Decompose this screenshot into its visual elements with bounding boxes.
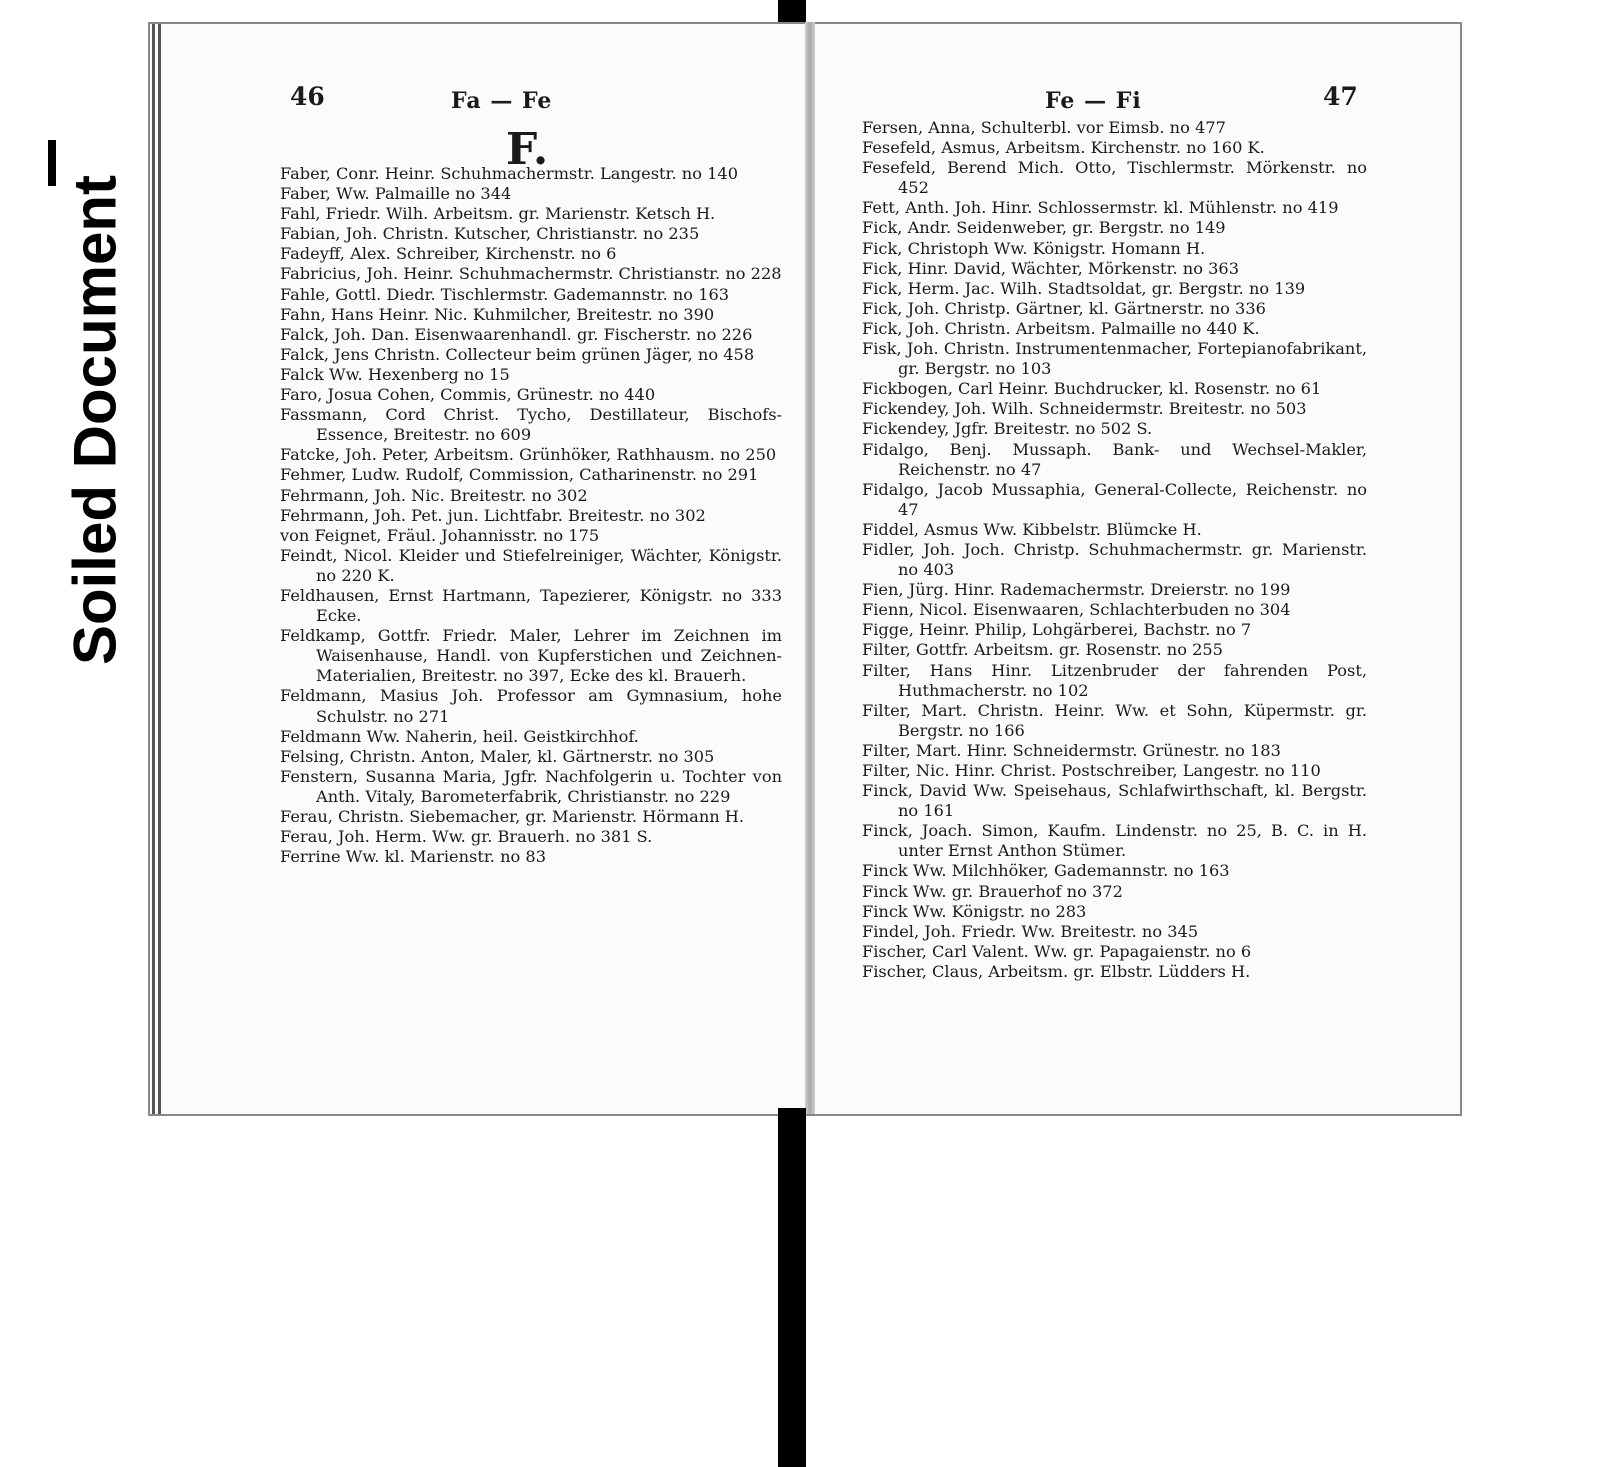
directory-entry: Feldmann Ww. Naherin, heil. Geistkirchhof.	[280, 726, 639, 746]
section-letter: F.	[506, 124, 549, 175]
directory-entry: Finck, David Ww. Speisehaus, Schlafwirthschaft, kl. Bergstr. no 161	[862, 781, 1367, 821]
directory-entry: Falck, Jens Christn. Collecteur beim grünen Jäger, no 458	[280, 344, 755, 364]
right-page	[817, 24, 1457, 1112]
directory-entry: Ferrine Ww. kl. Marienstr. no 83	[280, 847, 546, 867]
directory-entry: Filter, Mart. Hinr. Schneidermstr. Grünestr. no 183	[862, 740, 1281, 760]
directory-entry: Ferau, Christn. Siebemacher, gr. Marienstr. Hörmann H.	[280, 807, 745, 826]
directory-entry: Fischer, Carl Valent. Ww. gr. Papagaienstr. no 6	[862, 941, 1252, 961]
directory-entry: Fickbogen, Carl Heinr. Buchdrucker, kl. Rosenstr. no 61	[862, 379, 1322, 399]
directory-entry: Fidler, Joh. Joch. Christp. Schuhmachermstr. gr. Marienstr. no 403	[862, 539, 1367, 580]
directory-entry: Feindt, Nicol. Kleider und Stiefelreiniger, Wächter, Königstr. no 220 K.	[280, 545, 782, 585]
stamp-mark	[48, 140, 56, 186]
directory-entry: Fick, Christoph Ww. Königstr. Homann H.	[862, 238, 1206, 258]
directory-list-left	[280, 164, 782, 867]
directory-entry: Finck Ww. Milchhöker, Gademannstr. no 163	[862, 861, 1230, 881]
directory-entry: Fassmann, Cord Christ. Tycho, Destillateur, Bischofs-Essence, Breitestr. no 609	[280, 405, 782, 445]
directory-entry: Ferau, Joh. Herm. Ww. gr. Brauerh. no 381 S.	[280, 827, 653, 847]
stamp-label: Soiled Document	[61, 174, 129, 666]
directory-entry: Figge, Heinr. Philip, Lohgärberei, Bachstr. no 7	[862, 620, 1252, 640]
directory-entry: Fett, Anth. Joh. Hinr. Schlossermstr. kl. Mühlenstr. no 419	[862, 198, 1339, 218]
directory-entry: Fischer, Claus, Arbeitsm. gr. Elbstr. Lüdders H.	[862, 961, 1251, 981]
directory-entry: Felsing, Christn. Anton, Maler, kl. Gärtnerstr. no 305	[280, 746, 715, 766]
bookmark-ribbon-top	[778, 0, 806, 22]
bookmark-ribbon-bottom	[778, 1108, 806, 1467]
page-edge-left-inner	[158, 24, 161, 1114]
directory-entry: Feldmann, Masius Joh. Professor am Gymnasium, hohe Schulstr. no 271	[280, 686, 782, 726]
directory-entry: Faro, Josua Cohen, Commis, Grünestr. no 440	[280, 385, 656, 405]
directory-entry: Faber, Ww. Palmaille no 344	[280, 184, 512, 204]
directory-entry: Fersen, Anna, Schulterbl. vor Eimsb. no 477	[862, 118, 1226, 137]
directory-entry: Fidalgo, Jacob Mussaphia, General-Collecte, Reichenstr. no 47	[862, 479, 1367, 519]
page-number-right: 47	[1323, 82, 1358, 111]
directory-entry: Fisk, Joh. Christn. Instrumentenmacher, Fortepianofabrikant, gr. Bergstr. no 103	[862, 339, 1367, 379]
directory-entry: Fahl, Friedr. Wilh. Arbeitsm. gr. Marienstr. Ketsch H.	[280, 204, 716, 224]
directory-entry: Fadeyff, Alex. Schreiber, Kirchenstr. no 6	[280, 244, 617, 264]
running-head-left: Fa — Fe	[451, 88, 553, 114]
directory-list-right	[862, 118, 1367, 982]
directory-entry: Feldhausen, Ernst Hartmann, Tapezierer, Königstr. no 333 Ecke.	[280, 585, 782, 626]
directory-entry: Falck, Joh. Dan. Eisenwaarenhandl. gr. Fischerstr. no 226	[280, 324, 753, 344]
directory-entry: Fick, Andr. Seidenweber, gr. Bergstr. no 149	[862, 218, 1226, 238]
directory-entry: Fien, Jürg. Hinr. Rademachermstr. Dreierstr. no 199	[862, 580, 1291, 600]
directory-entry: Fickendey, Jgfr. Breitestr. no 502 S.	[862, 419, 1153, 439]
directory-entry: Finck Ww. Königstr. no 283	[862, 901, 1087, 921]
directory-entry: Fickendey, Joh. Wilh. Schneidermstr. Breitestr. no 503	[862, 399, 1307, 419]
directory-entry: Fidalgo, Benj. Mussaph. Bank- und Wechsel-Makler, Reichenstr. no 47	[862, 439, 1367, 479]
directory-entry: Fick, Hinr. David, Wächter, Mörkenstr. no 363	[862, 258, 1240, 278]
page-edge-left	[152, 24, 155, 1114]
directory-entry: Finck, Joach. Simon, Kaufm. Lindenstr. no 25, B. C. in H. unter Ernst Anthon Stümer.	[862, 821, 1367, 861]
directory-entry: Fesefeld, Asmus, Arbeitsm. Kirchenstr. no 160 K.	[862, 138, 1265, 158]
directory-entry: Fick, Joh. Christp. Gärtner, kl. Gärtnerstr. no 336	[862, 298, 1266, 318]
directory-entry: Fehrmann, Joh. Pet. jun. Lichtfabr. Breitestr. no 302	[280, 505, 706, 525]
directory-entry: Findel, Joh. Friedr. Ww. Breitestr. no 345	[862, 921, 1199, 941]
directory-entry: Fatcke, Joh. Peter, Arbeitsm. Grünhöker, Rathhausm. no 250	[280, 445, 777, 465]
directory-entry: Finck Ww. gr. Brauerhof no 372	[862, 881, 1123, 901]
page-number-left: 46	[290, 82, 325, 111]
directory-entry: Fenstern, Susanna Maria, Jgfr. Nachfolgerin u. Tochter von Anth. Vitaly, Barometerfabrik, Christianstr. no 229	[280, 766, 782, 806]
directory-entry: Fiddel, Asmus Ww. Kibbelstr. Blümcke H.	[862, 519, 1202, 539]
directory-entry: Faber, Conr. Heinr. Schuhmachermstr. Langestr. no 140	[280, 164, 739, 183]
running-head-right: Fe — Fi	[1045, 88, 1142, 114]
soiled-document-stamp	[0, 80, 160, 666]
directory-entry: Fick, Joh. Christn. Arbeitsm. Palmaille no 440 K.	[862, 318, 1260, 338]
book-spread	[148, 22, 1462, 1116]
directory-entry: Fehrmann, Joh. Nic. Breitestr. no 302	[280, 485, 588, 505]
directory-entry: Filter, Gottfr. Arbeitsm. gr. Rosenstr. no 255	[862, 640, 1223, 660]
directory-entry: Fabricius, Joh. Heinr. Schuhmachermstr. Christianstr. no 228	[280, 264, 782, 284]
directory-entry: Fienn, Nicol. Eisenwaaren, Schlachterbuden no 304	[862, 600, 1291, 620]
directory-entry: Fehmer, Ludw. Rudolf, Commission, Catharinenstr. no 291	[280, 465, 759, 485]
directory-entry: Fabian, Joh. Christn. Kutscher, Christianstr. no 235	[280, 224, 700, 244]
directory-entry: Fahle, Gottl. Diedr. Tischlermstr. Gademannstr. no 163	[280, 284, 730, 304]
left-page	[166, 24, 804, 1112]
directory-entry: Fick, Herm. Jac. Wilh. Stadtsoldat, gr. Bergstr. no 139	[862, 278, 1306, 298]
directory-entry: Filter, Nic. Hinr. Christ. Postschreiber, Langestr. no 110	[862, 761, 1321, 780]
book-gutter	[805, 22, 815, 1114]
directory-entry: Filter, Hans Hinr. Litzenbruder der fahrenden Post, Huthmacherstr. no 102	[862, 660, 1367, 700]
directory-entry: Fesefeld, Berend Mich. Otto, Tischlermstr. Mörkenstr. no 452	[862, 158, 1367, 198]
directory-entry: Feldkamp, Gottfr. Friedr. Maler, Lehrer im Zeichnen im Waisenhause, Handl. von Kupferstichen und Zeichnen-Materialien, Breitestr. no 397, Ecke des kl. Brauerh.	[280, 626, 782, 686]
directory-entry: Fahn, Hans Heinr. Nic. Kuhmilcher, Breitestr. no 390	[280, 304, 715, 324]
directory-entry: von Feignet, Fräul. Johannisstr. no 175	[280, 525, 600, 545]
directory-entry: Falck Ww. Hexenberg no 15	[280, 364, 510, 384]
directory-entry: Filter, Mart. Christn. Heinr. Ww. et Sohn, Küpermstr. gr. Bergstr. no 166	[862, 700, 1367, 740]
